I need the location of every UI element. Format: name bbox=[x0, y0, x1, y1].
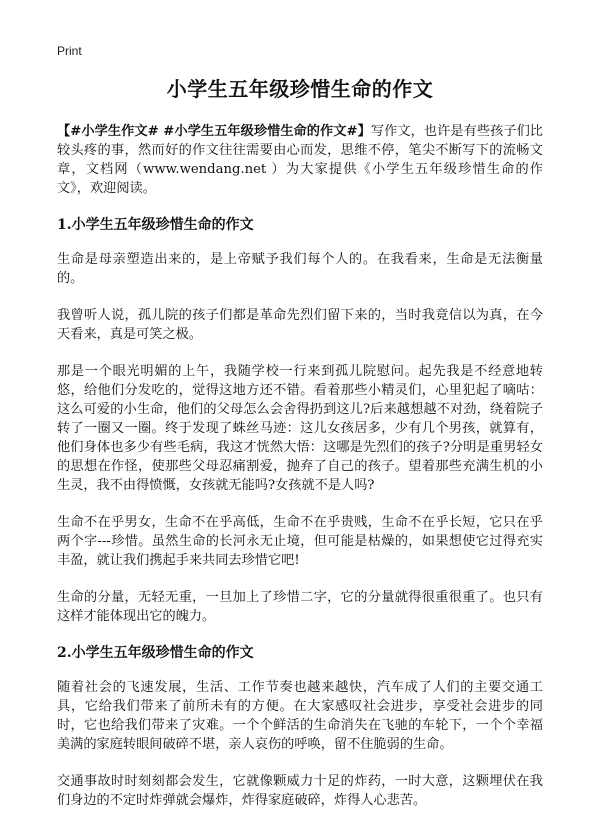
section-heading: 2.小学生五年级珍惜生命的作文 bbox=[57, 645, 254, 661]
section-heading: 1.小学生五年级珍惜生命的作文 bbox=[57, 217, 254, 233]
paragraph: 我曾听人说，孤儿院的孩子们都是革命先烈们留下来的，当时我竟信以为真，在今天看来，真是可笑之极。 bbox=[57, 308, 543, 342]
intro-paragraph bbox=[57, 122, 543, 198]
page-title: 小学生五年级珍惜生命的作文 bbox=[166, 77, 434, 101]
print-label: Print bbox=[57, 44, 82, 58]
paragraph: 生命是母亲塑造出来的，是上帝赋予我们每个人的。在我看来，生命是无法衡量的。 bbox=[57, 252, 543, 286]
section-2 bbox=[57, 644, 543, 810]
intro-text: 写作文，也许是有些孩子们比较头疼的事，然而好的作文往往需要由心而发，思维不停，笔尖不断写下的流畅文章，文档网（www.wendang.net ）为大家提供《小学生五年级珍惜生命的作文》，欢迎阅读。 bbox=[57, 124, 543, 196]
paragraph: 生命的分量，无轻无重，一旦加上了珍惜二字，它的分量就得很重很重了。也只有这样才能体现出它的魄力。 bbox=[57, 590, 543, 624]
paragraph: 那是一个眼光明媚的上午，我随学校一行来到孤儿院慰问。起先我是不经意地转悠，给他们分发吃的，觉得这地方还不错。看着那些小精灵们，心里犯起了嘀咕：这么可爱的小生命，他们的父母怎么会舍得扔到这儿?后来越想越不对劲，绕着院子转了一圈又一圈。终于发现了蛛丝马迹：这儿女孩居多，少有几个男孩，就算有，他们身体也多少有些毛病，我这才恍然大悟：这哪是先烈们的孩子?分明是重男轻女的思想在作怪，使那些父母忍痛割爱，抛弃了自己的孩子。望着那些充满生机的小生灵，我不由得愤慨，女孩就无能吗?女孩就不是人吗? bbox=[57, 364, 543, 493]
paragraph: 交通事故时时刻刻都会发生，它就像颗威力十足的炸药，一时大意，这颗埋伏在我们身边的不定时炸弹就会爆炸，炸得家庭破碎，炸得人心悲苦。 bbox=[57, 774, 543, 808]
paragraph: 生命不在乎男女，生命不在乎高低，生命不在乎贵贱，生命不在乎长短，它只在乎两个字---珍惜。虽然生命的长河永无止境，但可能是枯燥的，如果想使它过得充实丰盈，就让我们携起手来共同去珍惜它吧! bbox=[57, 515, 543, 568]
section-1 bbox=[57, 216, 543, 626]
paragraph: 随着社会的飞速发展，生活、工作节奏也越来越快，汽车成了人们的主要交通工具，它给我们带来了前所未有的方便。在大家感叹社会进步，享受社会进步的同时，它也给我们带来了灾难。一个个鲜活的生命消失在飞驰的车轮下，一个个幸福美满的家庭转眼间破碎不堪，亲人哀伤的呼唤，留不住脆弱的生命。 bbox=[57, 680, 543, 752]
intro-tag: 【#小学生作文# #小学生五年级珍惜生命的作文#】 bbox=[57, 124, 371, 139]
